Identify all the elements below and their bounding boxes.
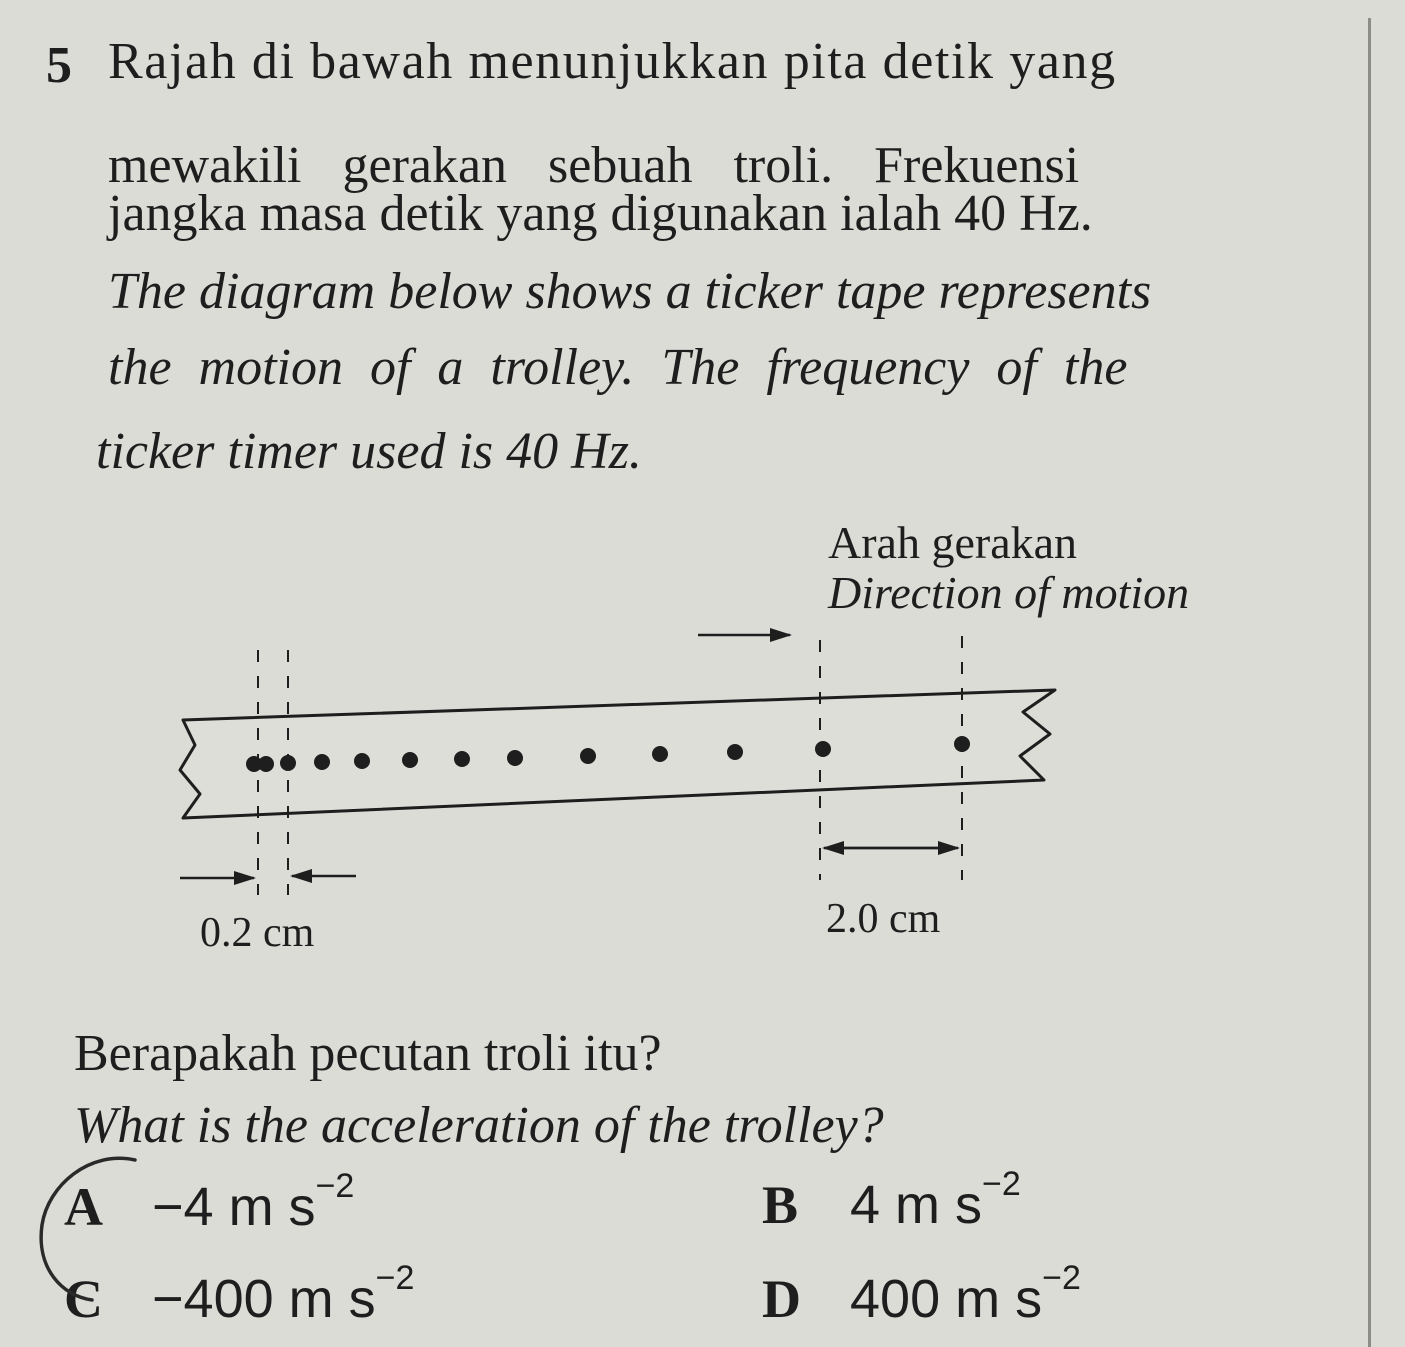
question-malay-line-1: Rajah di bawah menunjukkan pita detik yang bbox=[108, 33, 1117, 90]
option-c-exponent: −2 bbox=[375, 1258, 415, 1297]
direction-label-english: Direction of motion bbox=[828, 567, 1190, 618]
option-d-exponent: −2 bbox=[1042, 1258, 1081, 1297]
large-spacing-label: 2.0 cm bbox=[826, 896, 941, 942]
question-malay-line-2: mewakili gerakan sebuah troli. Frekuensi bbox=[108, 137, 1080, 194]
prompt-malay: Berapakah pecutan troli itu? bbox=[74, 1025, 662, 1082]
option-c-letter: C bbox=[64, 1269, 103, 1329]
option-a-letter: A bbox=[64, 1177, 103, 1237]
prompt-english: What is the acceleration of the trolley? bbox=[74, 1097, 884, 1154]
option-c-value: −400 m s bbox=[152, 1269, 376, 1329]
question-english-line-3: ticker timer used is 40 Hz. bbox=[96, 423, 642, 480]
question-number: 5 bbox=[46, 37, 72, 94]
option-a-exponent: −2 bbox=[315, 1166, 355, 1205]
option-b-letter: B bbox=[762, 1175, 799, 1235]
option-d-value: 400 m s bbox=[850, 1269, 1043, 1329]
question-english-line-1: The diagram below shows a ticker tape represents bbox=[108, 263, 1152, 320]
option-a-value: −4 m s bbox=[152, 1177, 316, 1237]
small-spacing-label: 0.2 cm bbox=[200, 910, 315, 956]
question-english-line-2: the motion of a trolley. The frequency of the bbox=[108, 339, 1128, 396]
option-b-exponent: −2 bbox=[982, 1164, 1021, 1203]
option-b-value: 4 m s bbox=[850, 1175, 983, 1235]
handwritten-circle-option-a bbox=[41, 1158, 135, 1300]
option-d-letter: D bbox=[762, 1269, 801, 1329]
question-malay-line-3: jangka masa detik yang digunakan ialah 40 Hz. bbox=[108, 185, 1093, 242]
direction-label-malay: Arah gerakan bbox=[828, 517, 1078, 568]
